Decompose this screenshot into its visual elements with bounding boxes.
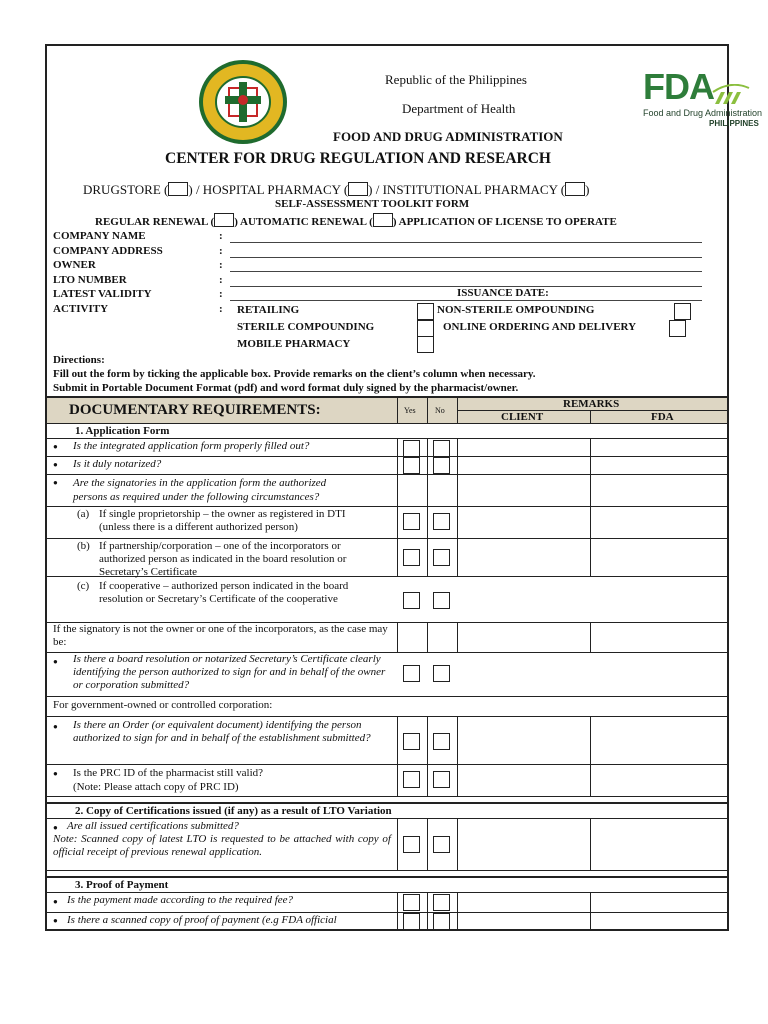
s1-b-no-checkbox[interactable]: [433, 549, 450, 566]
directions-line1: Fill out the form by ticking the applicable box. Provide remarks on the client’s column when necessary.: [53, 368, 536, 380]
activity-non-sterile-checkbox[interactable]: [674, 303, 691, 320]
fda-logo-text: FDA: [643, 66, 714, 107]
fda-swoosh-icon: [711, 84, 751, 106]
fda-logo-subtitle: Food and Drug Administration: [643, 108, 763, 118]
institutional-checkbox[interactable]: [565, 182, 585, 196]
s1-q6-line1: Is the PRC ID of the pharmacist still valid?: [73, 767, 264, 779]
s1-q2-no-checkbox[interactable]: [433, 457, 450, 474]
colon: :: [219, 230, 223, 242]
activity-sterile-label: STERILE COMPOUNDING: [237, 321, 375, 333]
colon: :: [219, 273, 223, 286]
s1-not-owner-text: If the signatory is not the owner or one of the incorporators, as the case may be:: [53, 623, 388, 648]
hospital-checkbox[interactable]: [348, 182, 368, 196]
s1-q5-no-checkbox[interactable]: [433, 733, 450, 750]
s2-q1-no-checkbox[interactable]: [433, 836, 450, 853]
initial-lto-label: ) APPLICATION OF LICENSE TO OPERATE: [392, 216, 617, 228]
s1-q2-text: Is it duly notarized?: [73, 458, 162, 470]
colon: :: [219, 288, 223, 301]
directions-title: Directions:: [53, 354, 105, 366]
bullet-icon: ●: [53, 823, 58, 832]
s1-gov-text: For government-owned or controlled corporation:: [53, 699, 273, 711]
s1-q4-no-checkbox[interactable]: [433, 665, 450, 682]
bullet-icon: ●: [53, 769, 58, 778]
s1-c-label: (c): [77, 580, 90, 592]
activity-online-checkbox[interactable]: [669, 320, 686, 337]
s3-q1-yes-checkbox[interactable]: [403, 894, 420, 911]
s1-a-yes-checkbox[interactable]: [403, 513, 420, 530]
field-labels: [53, 229, 163, 317]
remarks-header: REMARKS: [563, 398, 620, 410]
s1-q6-text: [73, 766, 263, 794]
s1-q1-no-checkbox[interactable]: [433, 440, 450, 457]
section1-title: 1. Application Form: [75, 425, 170, 437]
s1-b-yes-checkbox[interactable]: [403, 549, 420, 566]
s1-q4-text: Is there a board resolution or notarized Secretary’s Certificate clearly identifying the person authorized to sign for and in behalf of the owner or corporation submitted?: [73, 653, 386, 691]
s1-q3-text: [73, 476, 326, 504]
s1-q4-yes-checkbox[interactable]: [403, 665, 420, 682]
s2-q1-text: Are all issued certifications submitted?: [67, 820, 239, 832]
lto-number-label: LTO NUMBER: [53, 273, 127, 286]
fda-logo-country: PHILIPPINES: [709, 119, 759, 128]
company-address-label: COMPANY ADDRESS: [53, 244, 163, 257]
regular-renewal-label: REGULAR RENEWAL (: [95, 216, 215, 228]
activity-online-label: ONLINE ORDERING AND DELIVERY: [443, 321, 637, 333]
activity-label: ACTIVITY: [53, 302, 109, 315]
owner-field[interactable]: [230, 271, 702, 272]
s1-a-text: If single proprietorship – the owner as registered in DTI (unless there is a different authorized person): [99, 508, 346, 533]
fda-header: FDA: [651, 411, 674, 423]
bullet-icon: ●: [53, 916, 58, 925]
s1-c-text: If cooperative – authorized person indicated in the board resolution or Secretary’s Certificate of the cooperative: [99, 580, 349, 605]
center-title: CENTER FOR DRUG REGULATION AND RESEARCH: [165, 150, 551, 167]
fda-logo: [643, 66, 761, 136]
company-address-field[interactable]: [230, 257, 702, 258]
institutional-label: ) / INSTITUTIONAL PHARMACY (: [368, 182, 566, 197]
activity-mobile-checkbox[interactable]: [417, 336, 434, 353]
activity-retailing-label: RETAILING: [237, 304, 300, 316]
company-name-label: COMPANY NAME: [53, 230, 146, 242]
doh-seal-icon: [197, 58, 289, 146]
bullet-icon: ●: [53, 722, 58, 731]
regular-renewal-checkbox[interactable]: [214, 213, 234, 227]
s1-b-text: If partnership/corporation – one of the incorporators or authorized person as indicated in the board resolution or Secretary’s Certificate: [99, 540, 347, 578]
table-title: DOCUMENTARY REQUIREMENTS:: [69, 402, 321, 418]
agency-text: FOOD AND DRUG ADMINISTRATION: [333, 129, 563, 144]
activity-non-sterile-label: NON-STERILE OMPOUNDING: [437, 304, 595, 316]
establishment-type-line: [83, 182, 589, 198]
s1-q6-no-checkbox[interactable]: [433, 771, 450, 788]
s3-q2-text: Is there a scanned copy of proof of payment (e.g FDA official: [67, 914, 337, 926]
s3-q1-text: Is the payment made according to the required fee?: [67, 894, 294, 906]
field-colons: [219, 229, 223, 317]
s2-q1-yes-checkbox[interactable]: [403, 836, 420, 853]
s1-q3-line1: Are the signatories in the application form the authorized: [73, 477, 327, 489]
bullet-icon: ●: [53, 657, 58, 666]
bullet-icon: ●: [53, 478, 58, 487]
latest-validity-label: LATEST VALIDITY: [53, 288, 152, 301]
activity-mobile-label: MOBILE PHARMACY: [237, 338, 351, 350]
colon: :: [219, 302, 223, 315]
automatic-renewal-checkbox[interactable]: [373, 213, 393, 227]
s3-q2-no-checkbox[interactable]: [433, 913, 450, 930]
bullet-icon: ●: [53, 460, 58, 469]
company-name-field[interactable]: [230, 242, 702, 243]
activity-sterile-checkbox[interactable]: [417, 320, 434, 337]
s1-q1-text: Is the integrated application form properly filled out?: [73, 440, 310, 452]
s1-c-no-checkbox[interactable]: [433, 592, 450, 609]
issuance-date-label: ISSUANCE DATE:: [457, 287, 549, 299]
no-header: No: [435, 406, 445, 415]
close-paren: ): [585, 182, 590, 197]
latest-validity-field[interactable]: [230, 300, 702, 301]
client-header: CLIENT: [501, 411, 544, 423]
s1-q6-yes-checkbox[interactable]: [403, 771, 420, 788]
s1-a-no-checkbox[interactable]: [433, 513, 450, 530]
bullet-icon: ●: [53, 442, 58, 451]
s1-c-yes-checkbox[interactable]: [403, 592, 420, 609]
s3-q1-no-checkbox[interactable]: [433, 894, 450, 911]
automatic-renewal-label: ) AUTOMATIC RENEWAL (: [234, 216, 373, 228]
s3-q2-yes-checkbox[interactable]: [403, 913, 420, 930]
yes-header: Yes: [404, 406, 416, 415]
s2-note-text: Note: Scanned copy of latest LTO is requested to be attached with copy of official receipt of previous renewal application.: [53, 833, 391, 858]
activity-retailing-checkbox[interactable]: [417, 303, 434, 320]
s1-q2-yes-checkbox[interactable]: [403, 457, 420, 474]
s1-q3-line2: persons as required under the following circumstances?: [73, 491, 320, 503]
section2-title: 2. Copy of Certifications issued (if any) as a result of LTO Variation: [75, 805, 392, 817]
form-page: [45, 44, 763, 931]
s1-q5-text: Is there an Order (or equivalent document) identifying the person authorized to sign for and in behalf of the establishment submitted?: [73, 719, 371, 744]
section3-title: 3. Proof of Payment: [75, 879, 169, 891]
colon: :: [219, 259, 223, 272]
application-type-line: [95, 213, 617, 228]
owner-label: OWNER: [53, 259, 96, 272]
colon: :: [219, 244, 223, 257]
toolkit-title: SELF-ASSESSMENT TOOLKIT FORM: [275, 198, 470, 210]
s1-a-label: (a): [77, 508, 90, 520]
bullet-icon: ●: [53, 897, 58, 906]
drugstore-label: DRUGSTORE (: [83, 182, 169, 197]
s1-q1-yes-checkbox[interactable]: [403, 440, 420, 457]
table-header: [47, 396, 727, 424]
drugstore-checkbox[interactable]: [168, 182, 188, 196]
s1-q5-yes-checkbox[interactable]: [403, 733, 420, 750]
republic-text: Republic of the Philippines: [385, 72, 527, 87]
s1-q6-line2: (Note: Please attach copy of PRC ID): [73, 781, 239, 793]
directions: [53, 353, 536, 395]
s1-b-label: (b): [77, 540, 90, 552]
hospital-label: ) / HOSPITAL PHARMACY (: [188, 182, 349, 197]
directions-line2: Submit in Portable Document Format (pdf) and word format duly signed by the pharmacist/owner.: [53, 382, 519, 394]
department-text: Department of Health: [402, 101, 516, 116]
